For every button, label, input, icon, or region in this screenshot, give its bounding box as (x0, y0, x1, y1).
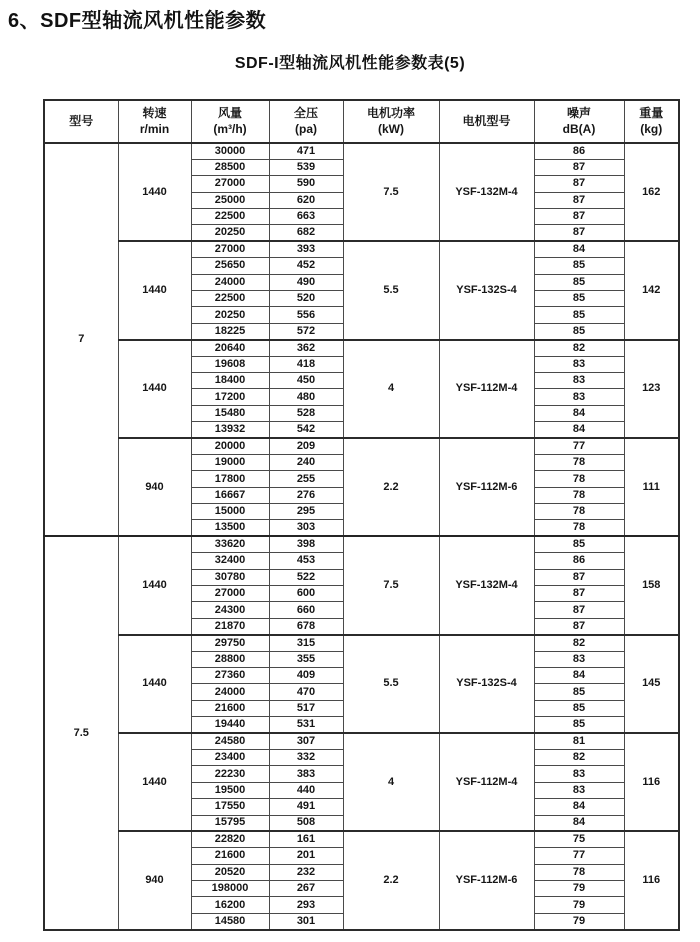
noise-cell: 84 (534, 668, 624, 684)
airflow-cell: 18225 (191, 323, 269, 339)
noise-cell: 87 (534, 618, 624, 634)
motor-cell: YSF-112M-4 (439, 733, 534, 831)
noise-cell: 85 (534, 258, 624, 274)
table-title: SDF-I型轴流风机性能参数表(5) (234, 55, 466, 72)
pressure-cell: 315 (269, 635, 343, 651)
airflow-cell: 25650 (191, 258, 269, 274)
speed-cell: 1440 (118, 241, 191, 339)
noise-cell: 86 (534, 553, 624, 569)
airflow-cell: 15480 (191, 405, 269, 421)
airflow-cell: 23400 (191, 749, 269, 765)
airflow-cell: 21600 (191, 700, 269, 716)
motor-cell: YSF-112M-4 (439, 340, 534, 438)
pressure-cell: 522 (269, 569, 343, 585)
pressure-cell: 303 (269, 520, 343, 536)
airflow-cell: 28500 (191, 159, 269, 175)
noise-cell: 85 (534, 274, 624, 290)
pressure-cell: 301 (269, 913, 343, 929)
pressure-cell: 295 (269, 504, 343, 520)
pressure-cell: 682 (269, 225, 343, 241)
pressure-cell: 663 (269, 209, 343, 225)
pressure-cell: 240 (269, 454, 343, 470)
table-row (44, 143, 679, 159)
speed-cell: 1440 (118, 635, 191, 733)
table-row (44, 536, 679, 552)
power-cell: 7.5 (343, 536, 439, 634)
pressure-cell: 520 (269, 291, 343, 307)
noise-cell: 84 (534, 815, 624, 831)
airflow-cell: 17800 (191, 471, 269, 487)
airflow-cell: 15795 (191, 815, 269, 831)
power-cell: 2.2 (343, 831, 439, 929)
model-cell: 7.5 (44, 536, 118, 929)
noise-cell: 83 (534, 782, 624, 798)
noise-cell: 82 (534, 340, 624, 356)
speed-cell: 1440 (118, 340, 191, 438)
header-airflow: 风量 (m³/h) (191, 100, 269, 143)
pressure-cell: 362 (269, 340, 343, 356)
speed-cell: 940 (118, 438, 191, 536)
airflow-cell: 29750 (191, 635, 269, 651)
noise-cell: 78 (534, 504, 624, 520)
weight-cell: 116 (624, 831, 679, 929)
airflow-cell: 24000 (191, 684, 269, 700)
airflow-cell: 20000 (191, 438, 269, 454)
pressure-cell: 491 (269, 799, 343, 815)
noise-cell: 79 (534, 913, 624, 929)
noise-cell: 83 (534, 372, 624, 388)
airflow-cell: 16200 (191, 897, 269, 913)
noise-cell: 87 (534, 159, 624, 175)
noise-cell: 85 (534, 700, 624, 716)
weight-cell: 116 (624, 733, 679, 831)
airflow-cell: 19440 (191, 717, 269, 733)
airflow-cell: 19000 (191, 454, 269, 470)
pressure-cell: 355 (269, 651, 343, 667)
power-cell: 5.5 (343, 635, 439, 733)
weight-cell: 145 (624, 635, 679, 733)
table-row (44, 635, 679, 651)
noise-cell: 85 (534, 536, 624, 552)
table-body (44, 143, 679, 930)
pressure-cell: 255 (269, 471, 343, 487)
noise-cell: 85 (534, 684, 624, 700)
noise-cell: 84 (534, 405, 624, 421)
pressure-cell: 450 (269, 372, 343, 388)
header-noise: 噪声 dB(A) (534, 100, 624, 143)
header-power: 电机功率 (kW) (343, 100, 439, 143)
airflow-cell: 22500 (191, 209, 269, 225)
power-cell: 2.2 (343, 438, 439, 536)
pressure-cell: 409 (269, 668, 343, 684)
pressure-cell: 452 (269, 258, 343, 274)
pressure-cell: 480 (269, 389, 343, 405)
pressure-cell: 556 (269, 307, 343, 323)
motor-cell: YSF-112M-6 (439, 438, 534, 536)
pressure-cell: 539 (269, 159, 343, 175)
noise-cell: 78 (534, 454, 624, 470)
airflow-cell: 17550 (191, 799, 269, 815)
pressure-cell: 383 (269, 766, 343, 782)
page-heading: 6、SDF型轴流风机性能参数 (8, 10, 267, 32)
table-row (44, 831, 679, 847)
noise-cell: 78 (534, 471, 624, 487)
noise-cell: 85 (534, 323, 624, 339)
pressure-cell: 470 (269, 684, 343, 700)
motor-cell: YSF-112M-6 (439, 831, 534, 929)
table-row (44, 340, 679, 356)
airflow-cell: 27000 (191, 586, 269, 602)
pressure-cell: 660 (269, 602, 343, 618)
pressure-cell: 267 (269, 881, 343, 897)
airflow-cell: 32400 (191, 553, 269, 569)
pressure-cell: 590 (269, 176, 343, 192)
airflow-cell: 24300 (191, 602, 269, 618)
noise-cell: 82 (534, 749, 624, 765)
pressure-cell: 332 (269, 749, 343, 765)
noise-cell: 77 (534, 438, 624, 454)
pressure-cell: 471 (269, 143, 343, 159)
speed-cell: 1440 (118, 733, 191, 831)
noise-cell: 83 (534, 651, 624, 667)
header-motor: 电机型号 (439, 100, 534, 143)
airflow-cell: 28800 (191, 651, 269, 667)
airflow-cell: 21870 (191, 618, 269, 634)
noise-cell: 87 (534, 602, 624, 618)
airflow-cell: 20250 (191, 225, 269, 241)
header-pressure: 全压 (pa) (269, 100, 343, 143)
motor-cell: YSF-132S-4 (439, 635, 534, 733)
pressure-cell: 393 (269, 241, 343, 257)
noise-cell: 85 (534, 291, 624, 307)
pressure-cell: 572 (269, 323, 343, 339)
airflow-cell: 16667 (191, 487, 269, 503)
table-row (44, 733, 679, 749)
table-row (44, 438, 679, 454)
noise-cell: 78 (534, 864, 624, 880)
header-model: 型号 (44, 100, 118, 143)
pressure-cell: 209 (269, 438, 343, 454)
noise-cell: 87 (534, 209, 624, 225)
power-cell: 4 (343, 733, 439, 831)
motor-cell: YSF-132M-4 (439, 536, 534, 634)
noise-cell: 87 (534, 192, 624, 208)
model-cell: 7 (44, 143, 118, 536)
pressure-cell: 398 (269, 536, 343, 552)
weight-cell: 123 (624, 340, 679, 438)
header-speed: 转速 r/min (118, 100, 191, 143)
airflow-cell: 19500 (191, 782, 269, 798)
performance-table (43, 99, 680, 931)
airflow-cell: 30780 (191, 569, 269, 585)
noise-cell: 86 (534, 143, 624, 159)
weight-cell: 162 (624, 143, 679, 241)
pressure-cell: 232 (269, 864, 343, 880)
airflow-cell: 22230 (191, 766, 269, 782)
table-header (44, 100, 679, 143)
noise-cell: 79 (534, 897, 624, 913)
noise-cell: 75 (534, 831, 624, 847)
pressure-cell: 293 (269, 897, 343, 913)
pressure-cell: 161 (269, 831, 343, 847)
noise-cell: 87 (534, 569, 624, 585)
airflow-cell: 17200 (191, 389, 269, 405)
airflow-cell: 21600 (191, 848, 269, 864)
noise-cell: 78 (534, 520, 624, 536)
airflow-cell: 19608 (191, 356, 269, 372)
airflow-cell: 13500 (191, 520, 269, 536)
motor-cell: YSF-132M-4 (439, 143, 534, 241)
pressure-cell: 531 (269, 717, 343, 733)
weight-cell: 142 (624, 241, 679, 339)
power-cell: 7.5 (343, 143, 439, 241)
pressure-cell: 678 (269, 618, 343, 634)
airflow-cell: 22820 (191, 831, 269, 847)
noise-cell: 78 (534, 487, 624, 503)
noise-cell: 83 (534, 389, 624, 405)
pressure-cell: 542 (269, 422, 343, 438)
pressure-cell: 276 (269, 487, 343, 503)
noise-cell: 79 (534, 881, 624, 897)
speed-cell: 1440 (118, 536, 191, 634)
noise-cell: 81 (534, 733, 624, 749)
airflow-cell: 20250 (191, 307, 269, 323)
airflow-cell: 14580 (191, 913, 269, 929)
noise-cell: 77 (534, 848, 624, 864)
pressure-cell: 453 (269, 553, 343, 569)
airflow-cell: 24580 (191, 733, 269, 749)
noise-cell: 83 (534, 356, 624, 372)
power-cell: 5.5 (343, 241, 439, 339)
airflow-cell: 27000 (191, 241, 269, 257)
header-row (44, 100, 679, 143)
airflow-cell: 25000 (191, 192, 269, 208)
airflow-cell: 20640 (191, 340, 269, 356)
speed-cell: 940 (118, 831, 191, 929)
noise-cell: 87 (534, 225, 624, 241)
power-cell: 4 (343, 340, 439, 438)
pressure-cell: 307 (269, 733, 343, 749)
pressure-cell: 418 (269, 356, 343, 372)
airflow-cell: 30000 (191, 143, 269, 159)
weight-cell: 111 (624, 438, 679, 536)
noise-cell: 84 (534, 241, 624, 257)
speed-cell: 1440 (118, 143, 191, 241)
noise-cell: 84 (534, 422, 624, 438)
airflow-cell: 24000 (191, 274, 269, 290)
airflow-cell: 33620 (191, 536, 269, 552)
airflow-cell: 20520 (191, 864, 269, 880)
pressure-cell: 490 (269, 274, 343, 290)
airflow-cell: 27000 (191, 176, 269, 192)
motor-cell: YSF-132S-4 (439, 241, 534, 339)
pressure-cell: 620 (269, 192, 343, 208)
pressure-cell: 600 (269, 586, 343, 602)
noise-cell: 85 (534, 307, 624, 323)
noise-cell: 87 (534, 176, 624, 192)
noise-cell: 82 (534, 635, 624, 651)
airflow-cell: 13932 (191, 422, 269, 438)
noise-cell: 87 (534, 586, 624, 602)
table-row (44, 241, 679, 257)
noise-cell: 85 (534, 717, 624, 733)
airflow-cell: 27360 (191, 668, 269, 684)
pressure-cell: 508 (269, 815, 343, 831)
pressure-cell: 440 (269, 782, 343, 798)
airflow-cell: 15000 (191, 504, 269, 520)
weight-cell: 158 (624, 536, 679, 634)
airflow-cell: 198000 (191, 881, 269, 897)
noise-cell: 83 (534, 766, 624, 782)
header-weight: 重量 (kg) (624, 100, 679, 143)
pressure-cell: 528 (269, 405, 343, 421)
airflow-cell: 18400 (191, 372, 269, 388)
noise-cell: 84 (534, 799, 624, 815)
pressure-cell: 201 (269, 848, 343, 864)
airflow-cell: 22500 (191, 291, 269, 307)
pressure-cell: 517 (269, 700, 343, 716)
